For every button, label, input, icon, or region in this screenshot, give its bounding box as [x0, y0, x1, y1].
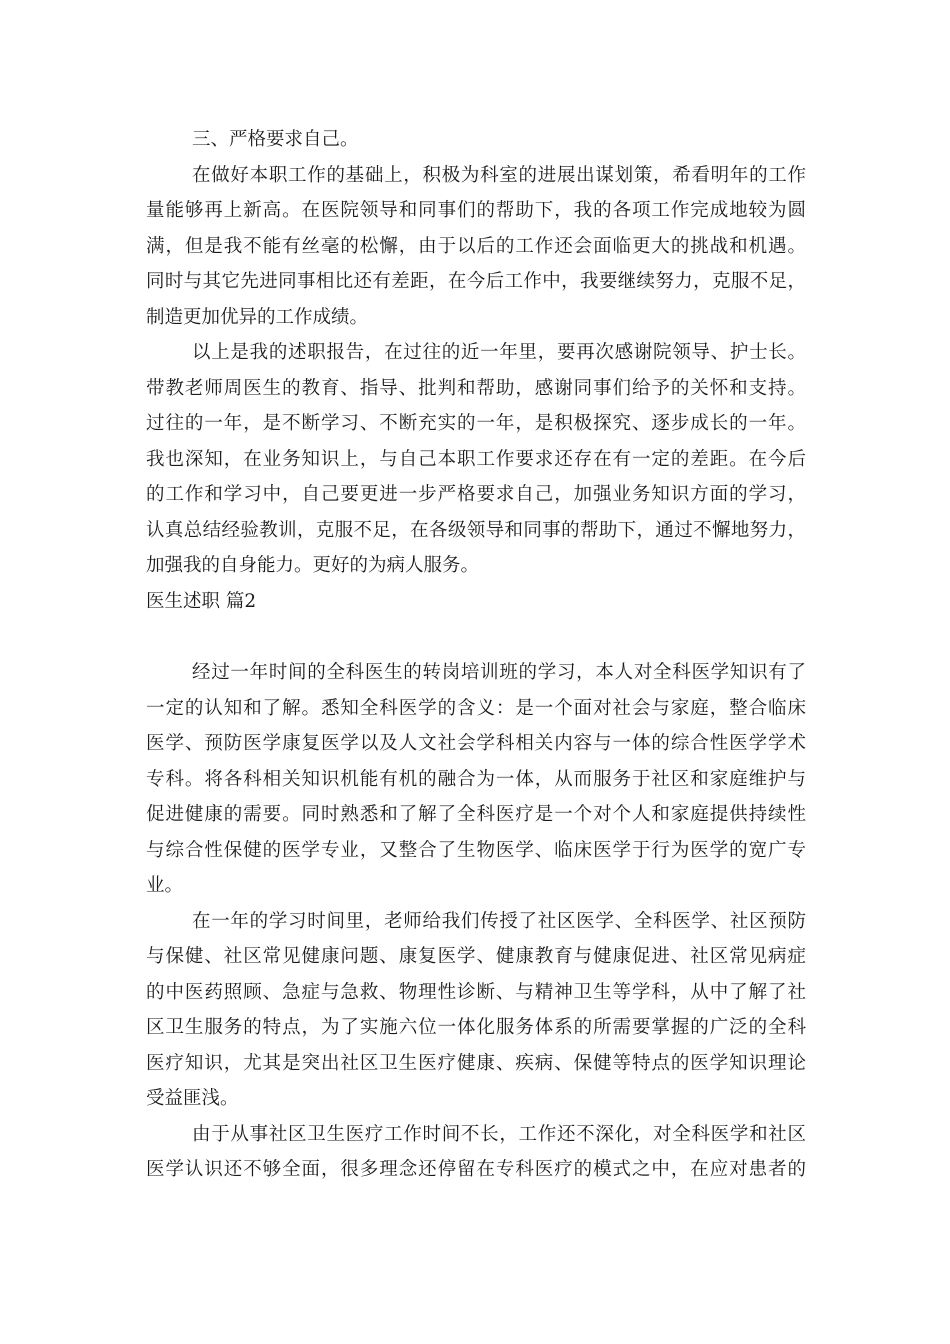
- paragraph-line: 业。: [146, 875, 184, 896]
- paragraph-line: 满，但是我不能有丝毫的松懈，由于以后的工作还会面临更大的挑战和机遇。: [146, 235, 806, 257]
- paragraph-line: 量能够再上新高。在医院领导和同事们的帮助下，我的各项工作完成地较为圆: [146, 200, 806, 221]
- paragraph-line: 的中医药照顾、急症与急救、物理性诊断、与精神卫生等学科，从中了解了社: [146, 981, 806, 1003]
- paragraph-line: 的工作和学习中，自己要更进一步严格要求自己，加强业务知识方面的学习，: [146, 484, 806, 505]
- section-heading: 三、严格要求自己。: [192, 129, 359, 150]
- paragraph-line: 与综合性保健的医学专业，又整合了生物医学、临床医学于行为医学的宽广专: [146, 839, 806, 861]
- paragraph-line: 一定的认知和了解。悉知全科医学的含义：是一个面对社会与家庭，整合临床: [146, 697, 806, 719]
- paragraph: [146, 335, 806, 584]
- paragraph-line: 在一年的学习时间里，老师给我们传授了社区医学、全科医学、社区预防: [192, 910, 806, 932]
- paragraph-line: 同时与其它先进同事相比还有差距，在今后工作中，我要继续努力，克服不足，: [146, 271, 806, 292]
- paragraph-line: 在做好本职工作的基础上，积极为科室的进展出谋划策，希看明年的工作: [192, 164, 806, 186]
- paragraph-line: 制造更加优异的工作成绩。: [146, 306, 369, 328]
- document-page: [146, 122, 806, 1188]
- paragraph-line: 经过一年时间的全科医生的转岗培训班的学习，本人对全科医学知识有了: [192, 662, 806, 683]
- paragraph: [146, 158, 806, 336]
- paragraph-line: 受益匪浅。: [146, 1088, 239, 1109]
- paragraph-line: 与保健、社区常见健康问题、康复医学、健康教育与健康促进、社区常见病症: [146, 946, 806, 967]
- paragraph: [146, 904, 806, 1117]
- paragraph-line: 促进健康的需要。同时熟悉和了解了全科医疗是一个对个人和家庭提供持续性: [146, 804, 806, 825]
- paragraph-line: 以上是我的述职报告，在过往的近一年里，要再次感谢院领导、护士长。: [192, 342, 806, 363]
- paragraph-line: 过往的一年，是不断学习、不断充实的一年，是积极探究、逐步成长的一年。: [146, 413, 806, 434]
- paragraph-line: 医学、预防医学康复医学以及人文社会学科相关内容与一体的综合性医学学术: [146, 733, 806, 754]
- paragraph-line: 我也深知，在业务知识上，与自己本职工作要求还存在有一定的差距。在今后: [146, 448, 806, 470]
- paragraph-line: 区卫生服务的特点，为了实施六位一体化服务体系的所需要掌握的广泛的全科: [146, 1017, 806, 1038]
- paragraph-line: 医学认识还不够全面，很多理念还停留在专科医疗的模式之中，在应对患者的: [146, 1159, 806, 1180]
- article-title: 医生述职 篇2: [146, 590, 257, 612]
- paragraph: [146, 655, 806, 904]
- paragraph-line: 专科。将各科相关知识机能有机的融合为一体，从而服务于社区和家庭维护与: [146, 768, 806, 790]
- paragraph-line: 医疗知识，尤其是突出社区卫生医疗健康、疾病、保健等特点的医学知识理论: [146, 1052, 806, 1074]
- paragraph-line: 加强我的自身能力。更好的为病人服务。: [146, 555, 480, 576]
- paragraph-line: 由于从事社区卫生医疗工作时间不长，工作还不深化，对全科医学和社区: [192, 1123, 806, 1145]
- paragraph: [146, 1117, 806, 1188]
- paragraph-line: 带教老师周医生的教育、指导、批判和帮助，感谢同事们给予的关怀和支持。: [146, 377, 806, 399]
- paragraph-line: 认真总结经验教训，克服不足，在各级领导和同事的帮助下，通过不懈地努力，: [146, 519, 806, 541]
- blank-line: [146, 619, 806, 655]
